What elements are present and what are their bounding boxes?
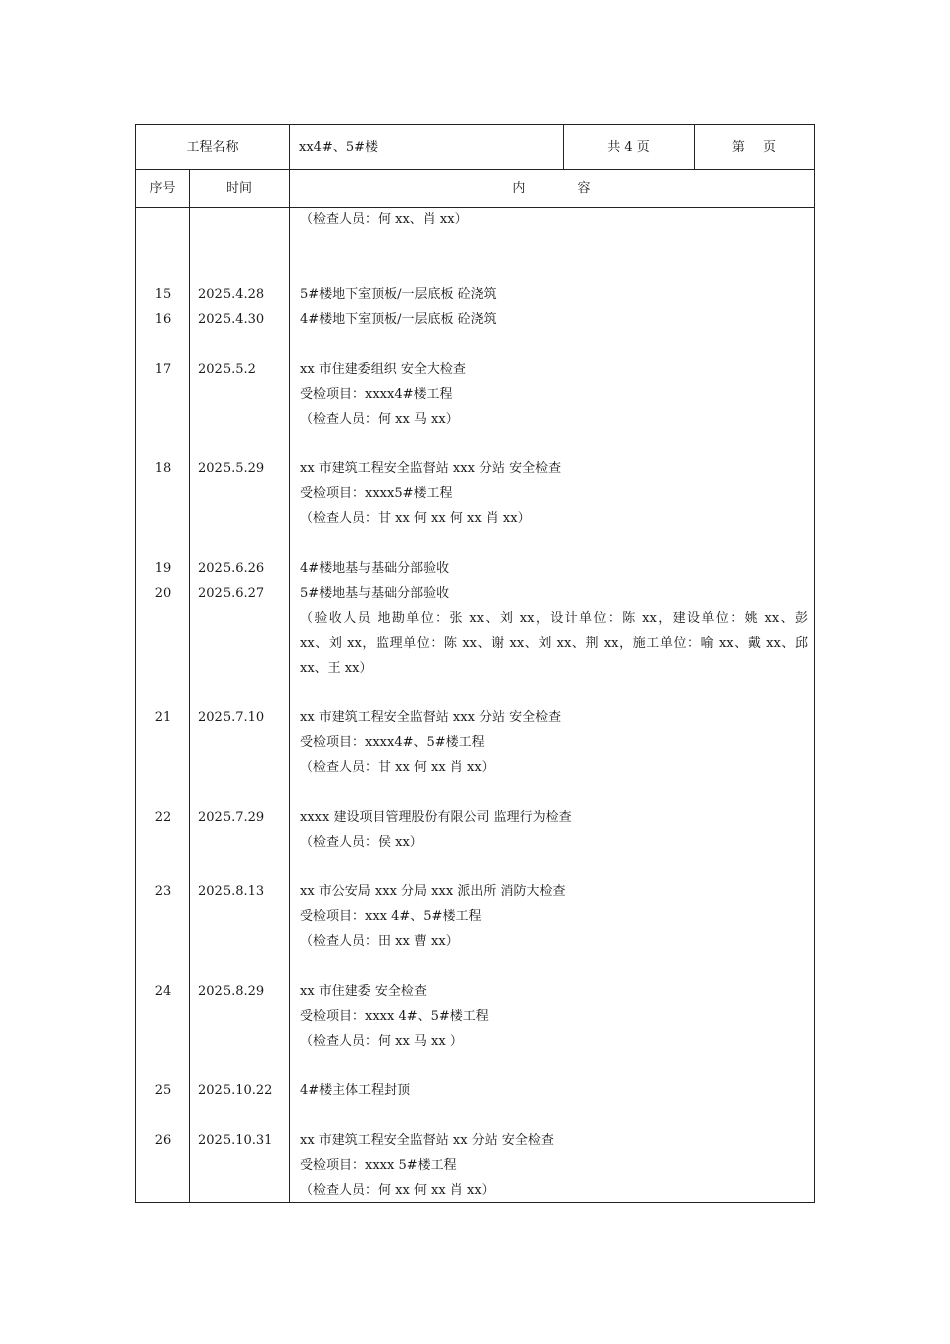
entry-line: （检查人员：甘 xx 何 xx 何 xx 肖 xx） — [300, 511, 531, 526]
time-column-divider — [289, 169, 290, 1202]
entry-line: 4#楼地下室顶板/一层底板 砼浇筑 — [300, 312, 497, 327]
entry-number: 23 — [154, 884, 172, 899]
entry-number: 15 — [154, 287, 172, 302]
entry-date: 2025.7.10 — [198, 710, 265, 725]
entry-date: 2025.10.31 — [198, 1133, 273, 1148]
entry-line: xx 市建筑工程安全监督站 xx 分站 安全检查 — [300, 1133, 554, 1148]
entry-line: 受检项目：xxxx4#楼工程 — [300, 387, 453, 402]
entry-line: 4#楼主体工程封顶 — [300, 1083, 411, 1098]
entry-date: 2025.6.27 — [198, 586, 265, 601]
entry-line: xx 市住建委组织 安全大检查 — [300, 362, 466, 377]
page-number: 第 页 — [731, 140, 777, 155]
entry-line: xxxx 建设项目管理股份有限公司 监理行为检查 — [300, 810, 572, 825]
entry-number: 19 — [154, 561, 172, 576]
entry-line: （检查人员：侯 xx） — [300, 835, 423, 850]
entry-date: 2025.7.29 — [198, 810, 265, 825]
entry-date: 2025.4.28 — [198, 287, 265, 302]
entry-line: 受检项目：xxx 4#、5#楼工程 — [300, 909, 482, 924]
entry-date: 2025.5.29 — [198, 461, 265, 476]
entry-line: 受检项目：xxxx4#、5#楼工程 — [300, 735, 485, 750]
column-header-content: 内 容 — [512, 181, 591, 196]
column-header-time: 时间 — [225, 181, 252, 196]
entry-line: 受检项目：xxxx 5#楼工程 — [300, 1158, 457, 1173]
entry-line: 受检项目：xxxx 4#、5#楼工程 — [300, 1009, 489, 1024]
entry-number: 22 — [154, 810, 172, 825]
entry-line: xx 市建筑工程安全监督站 xxx 分站 安全检查 — [300, 461, 562, 476]
entry-line: xx 市住建委 安全检查 — [300, 984, 427, 999]
column-header-seq: 序号 — [149, 181, 176, 196]
entry-number: 16 — [154, 312, 172, 327]
entry-date: 2025.8.13 — [198, 884, 265, 899]
entry-line: 4#楼地基与基础分部验收 — [300, 561, 450, 576]
entry-line: xx 市公安局 xxx 分局 xxx 派出所 消防大检查 — [300, 884, 566, 899]
entry-number: 17 — [154, 362, 172, 377]
entry-number: 24 — [154, 984, 172, 999]
project-name-label: 工程名称 — [186, 140, 239, 155]
entry-line: 5#楼地下室顶板/一层底板 砼浇筑 — [300, 287, 497, 302]
entry-date: 2025.6.26 — [198, 561, 265, 576]
entry-date: 2025.8.29 — [198, 984, 265, 999]
entry-line: （验收人员 地勘单位：张 xx、刘 xx，设计单位：陈 xx，建设单位：姚 xx、彭 — [300, 611, 808, 626]
log-table — [135, 124, 815, 1203]
entry-number: 21 — [154, 710, 172, 725]
carryover-inspectors: （检查人员：何 xx、肖 xx） — [300, 212, 468, 227]
entry-number: 20 — [154, 586, 172, 601]
entry-line: （检查人员：何 xx 马 xx ） — [300, 1034, 463, 1049]
entry-line: （检查人员：何 xx 马 xx） — [300, 412, 459, 427]
total-pages: 共 4 页 — [607, 140, 650, 155]
entry-line: xx、王 xx） — [300, 661, 373, 676]
entry-number: 25 — [154, 1083, 172, 1098]
entry-line: （检查人员：甘 xx 何 xx 肖 xx） — [300, 760, 495, 775]
column-header-divider — [136, 207, 814, 208]
entry-date: 2025.5.2 — [198, 362, 256, 377]
entry-line: xx、刘 xx，监理单位：陈 xx、谢 xx、刘 xx、荆 xx，施工单位：喻 xx、戴 xx、邱 — [300, 636, 808, 651]
entry-date: 2025.10.22 — [198, 1083, 273, 1098]
entry-date: 2025.4.30 — [198, 312, 265, 327]
entry-line: （检查人员：田 xx 曹 xx） — [300, 934, 459, 949]
entry-number: 18 — [154, 461, 172, 476]
entry-number: 26 — [154, 1133, 172, 1148]
project-name-value: xx4#、5#楼 — [299, 140, 378, 155]
entry-line: 受检项目：xxxx5#楼工程 — [300, 486, 453, 501]
header-divider-1 — [289, 125, 290, 169]
header-divider — [136, 169, 814, 170]
entry-line: xx 市建筑工程安全监督站 xxx 分站 安全检查 — [300, 710, 562, 725]
entry-line: 5#楼地基与基础分部验收 — [300, 586, 450, 601]
entry-line: （检查人员：何 xx 何 xx 肖 xx） — [300, 1183, 495, 1198]
